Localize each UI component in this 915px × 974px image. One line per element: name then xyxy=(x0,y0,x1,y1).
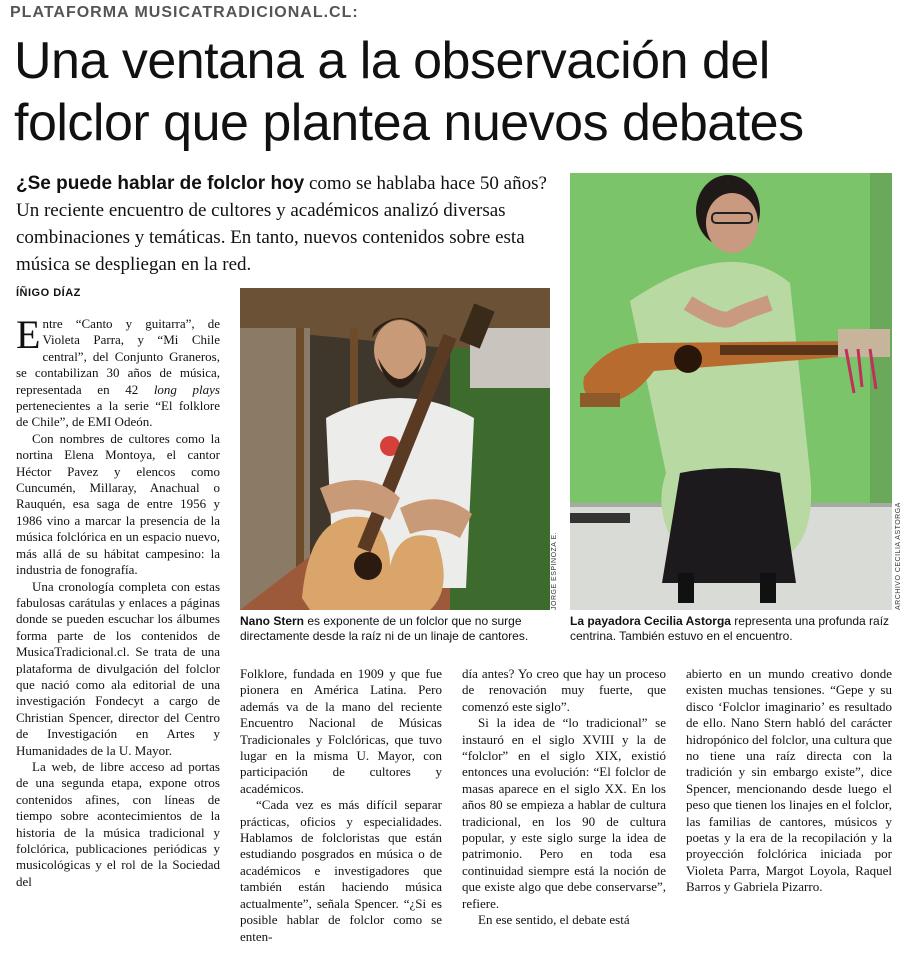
col4-paragraph-1: abierto en un mundo creativo donde existen muchas tensiones. “Gepe y su disco ‘Folclor imaginario’ es resultado de ello. Nano Stern habló del carácter hidropónico del folclor, una cultura que no tiene una raíz directa con la tradición y sin embargo existe”, dice Spencer, mencionando desde luego el peso que tienen los linajes en el folclor, las familias de cantores, músicos y poetas y la era de la recopilación y la proyección folclórica iniciada por Violeta Parra, Margot Loyola, Raquel Barros y Gabriela Pizarro. xyxy=(686,666,892,895)
caption-nano-stern xyxy=(240,614,552,644)
dropcap: E xyxy=(16,312,41,357)
col1-p1-text-a: ntre “Canto y guitarra”, de Violeta Parra, y “Mi Chile central”, del Conjunto Graneros, se contabilizan 30 años de música, representada en 42 xyxy=(16,316,220,397)
section-kicker: PLATAFORMA MUSICATRADICIONAL.CL: xyxy=(10,4,359,21)
column-1 xyxy=(16,312,220,890)
col3-paragraph-2: Si la idea de “lo tradicional” se instauró en el siglo XVIII y la de “folclor” en el siglo XIX, existió entonces una evolución: “El folclor de masas aparece en el siglo XX. En los años 80 se empieza a hablar de cultura tradicional, en los 90 de cultura popular, y este siglo surge la idea de patrimonio. Pero en toda esa continuidad siempre está la noción de que existe algo que debe conservarse”, refiere. xyxy=(462,715,666,911)
col3-paragraph-1: día antes? Yo creo que hay un proceso de renovación muy fuerte, que comenzó este siglo”. xyxy=(462,666,666,714)
column-3 xyxy=(462,666,666,929)
column-2 xyxy=(240,666,442,945)
headline-line-1: Una ventana a la observación del xyxy=(14,32,770,90)
photo-nano-stern-illustration xyxy=(240,288,550,610)
photo-credit-2: ARCHIVO CECILIA ASTORGA xyxy=(895,502,902,610)
photo-cecilia-astorga-illustration xyxy=(570,173,892,610)
photo-nano-stern xyxy=(240,288,550,610)
col1-paragraph-1 xyxy=(16,312,220,431)
photo-cecilia-astorga xyxy=(570,173,892,610)
byline: ÍÑIGO DÍAZ xyxy=(16,287,81,299)
headline xyxy=(14,30,904,154)
col1-paragraph-4: La web, de libre acceso ad portas de una segunda etapa, expone otros contenidos afines, con líneas de tiempo sobre acontecimientos de la historia de la música tradicional y folclórica, publicaciones periódicas y musicológicas y el rol de la Sociedad del xyxy=(16,758,220,889)
caption-1-rest: es exponente de un folclor que no surge directamente desde la raíz ni de un linaje de cantores. xyxy=(240,614,529,643)
headline-line-2: folclor que plantea nuevos debates xyxy=(14,94,804,152)
col3-paragraph-3: En ese sentido, el debate está xyxy=(478,912,630,928)
column-4 xyxy=(686,666,892,896)
col1-p1-italic: long plays xyxy=(153,381,220,397)
col2-paragraph-1: Folklore, fundada en 1909 y que fue pionera en América Latina. Pero además va de la mano del reciente Encuentro Nacional de Músicas Tradicionales y Folclóricas, que tuvo lugar en la misma U. Mayor, con participación de cultores y académicos. xyxy=(240,666,442,796)
caption-2-rest: representa una profunda raíz centrina. También estuvo en el encuentro. xyxy=(570,614,890,643)
col1-paragraph-3: Una cronología completa con estas fabulosas carátulas y enlaces a páginas donde se pueden escuchar los álbumes forma parte de los contenidos de MusicaTradicional.cl. Se trata de una plataforma de divulgación del folclor que nació como ala editorial de una investigación Fondecyt a cargo de Christian Spencer, director del Centro de Investigación en Artes y Humanidades de la U. Mayor. xyxy=(16,578,220,758)
caption-cecilia-astorga xyxy=(570,614,892,644)
caption-1-bold: Nano Stern xyxy=(240,614,305,628)
lead-rest: como se hablaba hace 50 años? Un reciente encuentro de cultores y académicos analizó diversas combinaciones y temáticas. En tanto, nuevos contenidos sobre esta música se despliegan en la red. xyxy=(16,173,547,275)
lead-bold: ¿Se puede hablar de folclor hoy xyxy=(16,173,305,194)
photo-credit-1: JORGE ESPINOZA E. xyxy=(551,531,558,610)
caption-2-bold: La payadora Cecilia Astorga xyxy=(570,614,731,628)
col1-p1-text-b: pertenecientes a la serie “El folklore de Chile”, de EMI Odeón. xyxy=(16,398,220,430)
col2-paragraph-2: “Cada vez es más difícil separar prácticas, oficios y especialidades. Hablamos de folcloristas que están estudiando posgrados en música o de académicos e investigadores que también están haciendo música actualmente”, señala Spencer. “¿Si es posible hablar de folclor como se enten- xyxy=(240,797,442,944)
col1-paragraph-2: Con nombres de cultores como la nortina Elena Montoya, el cantor Héctor Pavez y elencos como Cuncumén, Millaray, Anachual o Rauquén, esa saga de entre 1956 y 1986 vino a marcar la presencia de la música folclórica en un espacio nuevo, más allá de su hábitat campesino: la industria de fonografía. xyxy=(16,430,220,578)
lead-paragraph xyxy=(16,170,564,278)
